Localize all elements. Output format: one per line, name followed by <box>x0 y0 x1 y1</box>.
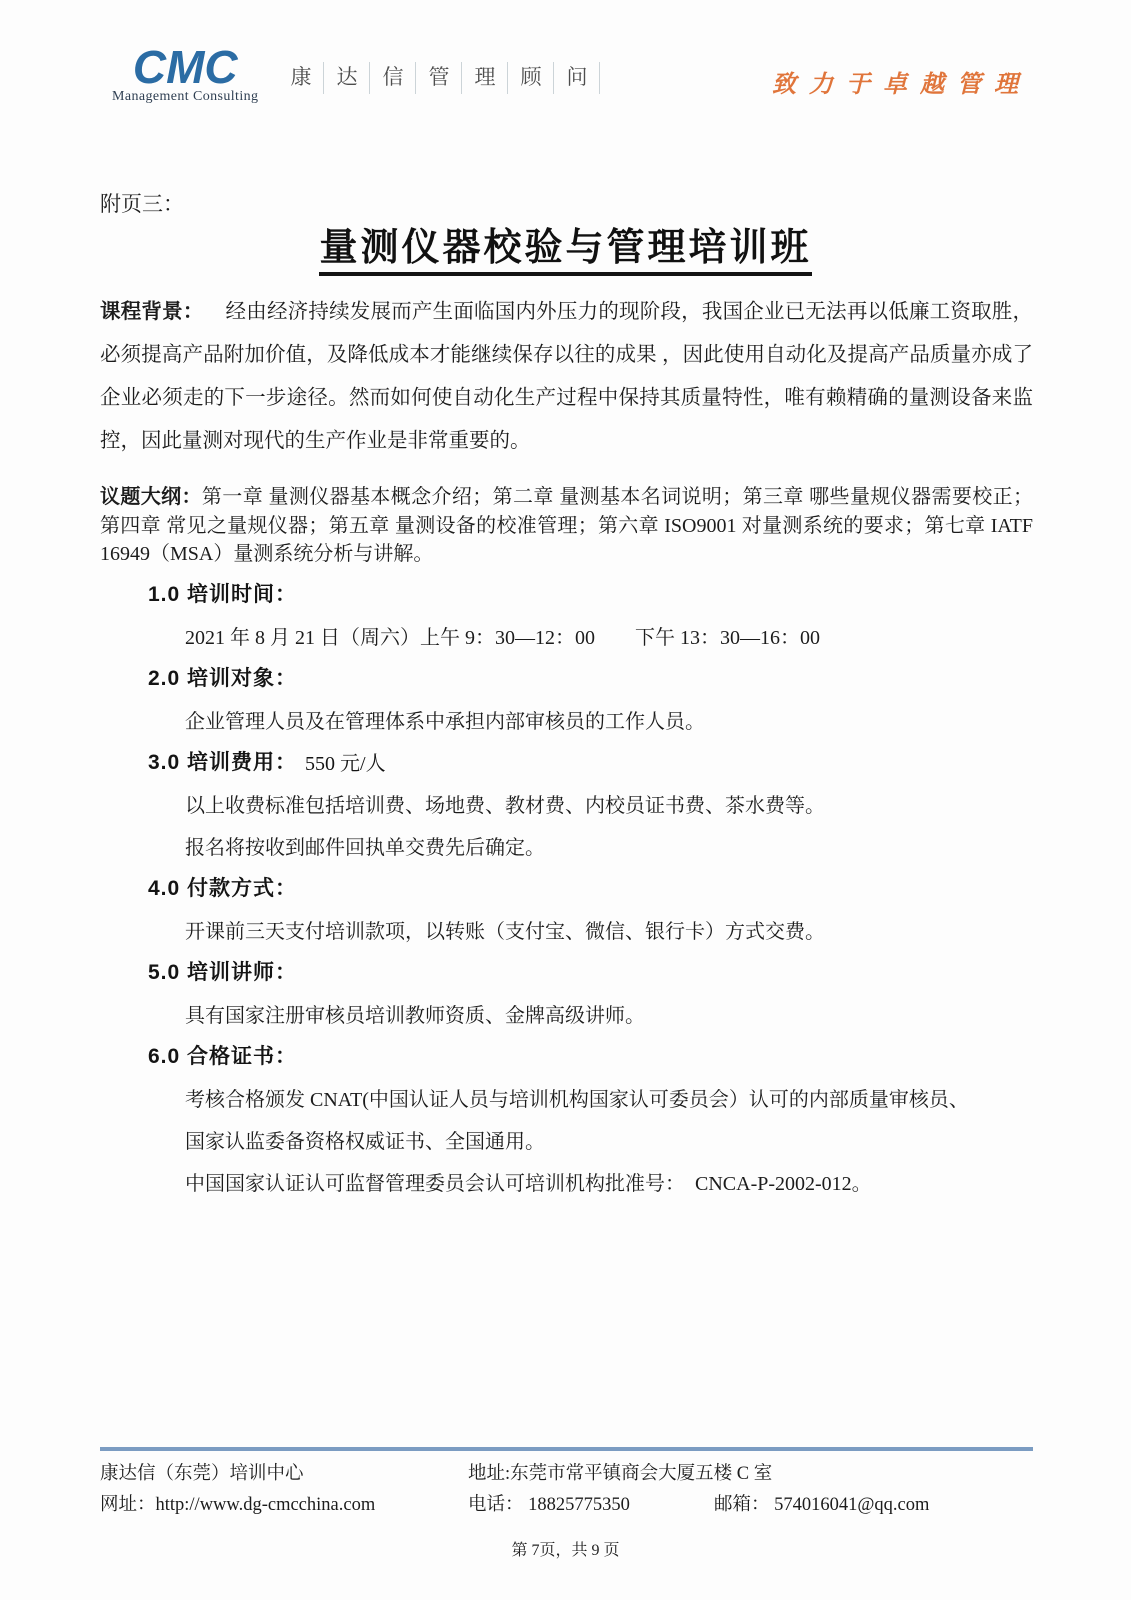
section-heading-trainees <box>100 656 1033 698</box>
sections-list <box>100 572 1033 1202</box>
brand-char: 问 <box>554 62 600 94</box>
company-slogan: 致力于卓越管理 <box>772 72 1031 98</box>
brand-char: 康 <box>278 62 324 94</box>
topic-outline-label: 议题大纲： <box>100 486 202 508</box>
page-title: 量测仪器校验与管理培训班 <box>319 216 811 276</box>
section-line: 企业管理人员及在管理体系中承担内部审核员的工作人员。 <box>185 710 705 733</box>
cmc-logo-subtitle: Management Consulting <box>112 89 259 104</box>
section-heading-payment <box>100 866 1033 908</box>
section-heading-training-time <box>100 572 1033 614</box>
course-background-text: 经由经济持续发展而产生面临国内外压力的现阶段，我国企业已无法再以低廉工资取胜，必须提高产品附加价值，及降低成本才能继续保存以往的成果 ，因此使用自动化及提高产品质量亦成了企业必须走的下一步途径。然而如何使自动化生产过程中保持其质量特性，唯有赖精确的量测设备来监控，因此量测对现代的生产作业是非常重要的。 <box>100 301 1033 452</box>
footer-divider <box>100 1447 1033 1451</box>
section-heading-text: 2.0 培训对象： <box>148 667 298 690</box>
topic-outline-paragraph <box>100 483 1033 569</box>
brand-char: 理 <box>462 62 508 94</box>
section-heading-fee <box>100 740 1033 782</box>
section-line: 报名将按收到邮件回执单交费先后确定。 <box>185 836 545 859</box>
title-row <box>0 216 1131 276</box>
cmc-logo <box>112 41 259 105</box>
topic-outline-text: 第一章 量测仪器基本概念介绍；第二章 量测基本名词说明；第三章 哪些量规仪器需要校正；第四章 常见之量规仪器；第五章 量测设备的校准管理；第六章 ISO9001 对量测系统的要求；第七章 IATF 16949（MSA）量测系统分析与讲解。 <box>100 486 1034 565</box>
page-number: 第 7页，共 9 页 <box>511 1542 620 1559</box>
brand-char: 管 <box>416 62 462 94</box>
section-line: 开课前三天支付培训款项，以转账（支付宝、微信、银行卡）方式交费。 <box>185 920 825 943</box>
footer-website: 网址：http://www.dg-cmcchina.com <box>100 1495 376 1515</box>
page-header <box>112 41 1031 105</box>
section-heading-text: 6.0 合格证书： <box>148 1045 298 1068</box>
section-heading-text: 1.0 培训时间： <box>148 583 298 606</box>
brand-char: 顾 <box>508 62 554 94</box>
footer-phone: 电话： 18825775350 <box>468 1495 630 1515</box>
brand-char: 信 <box>370 62 416 94</box>
page-footer <box>100 1459 1033 1521</box>
section-line: 2021 年 8 月 21 日（周六）上午 9：30—12：00 下午 13：30—16：00 <box>185 626 820 649</box>
section-fee-value: 550 元/人 <box>305 752 386 775</box>
section-heading-lecturer <box>100 950 1033 992</box>
course-background-label: 课程背景： <box>100 301 204 323</box>
brand-char: 达 <box>324 62 370 94</box>
cmc-logo-text: CMC <box>132 41 238 93</box>
section-line: 具有国家注册审核员培训教师资质、金牌高级讲师。 <box>185 1004 645 1027</box>
section-line: 以上收费标准包括培训费、场地费、教材费、内校员证书费、茶水费等。 <box>185 794 825 817</box>
section-line: 国家认监委备资格权威证书、全国通用。 <box>185 1130 545 1153</box>
footer-address: 地址:东莞市常平镇商会大厦五楼 C 室 <box>468 1464 773 1484</box>
section-heading-text: 5.0 培训讲师： <box>148 961 298 984</box>
section-line: 考核合格颁发 CNAT(中国认证人员与培训机构国家认可委员会）认可的内部质量审核员、 <box>185 1088 969 1111</box>
brand-name <box>278 62 600 94</box>
section-line: 中国国家认证认可监督管理委员会认可培训机构批准号： CNCA-P-2002-012。 <box>185 1172 872 1195</box>
section-heading-text: 3.0 培训费用： <box>148 751 298 774</box>
appendix-label: 附页三： <box>100 192 184 216</box>
footer-org: 康达信（东莞）培训中心 <box>100 1464 304 1484</box>
section-heading-text: 4.0 付款方式： <box>148 877 298 900</box>
footer-email: 邮箱： 574016041@qq.com <box>714 1495 930 1515</box>
course-background-paragraph <box>100 291 1033 463</box>
section-heading-certificate <box>100 1034 1033 1076</box>
